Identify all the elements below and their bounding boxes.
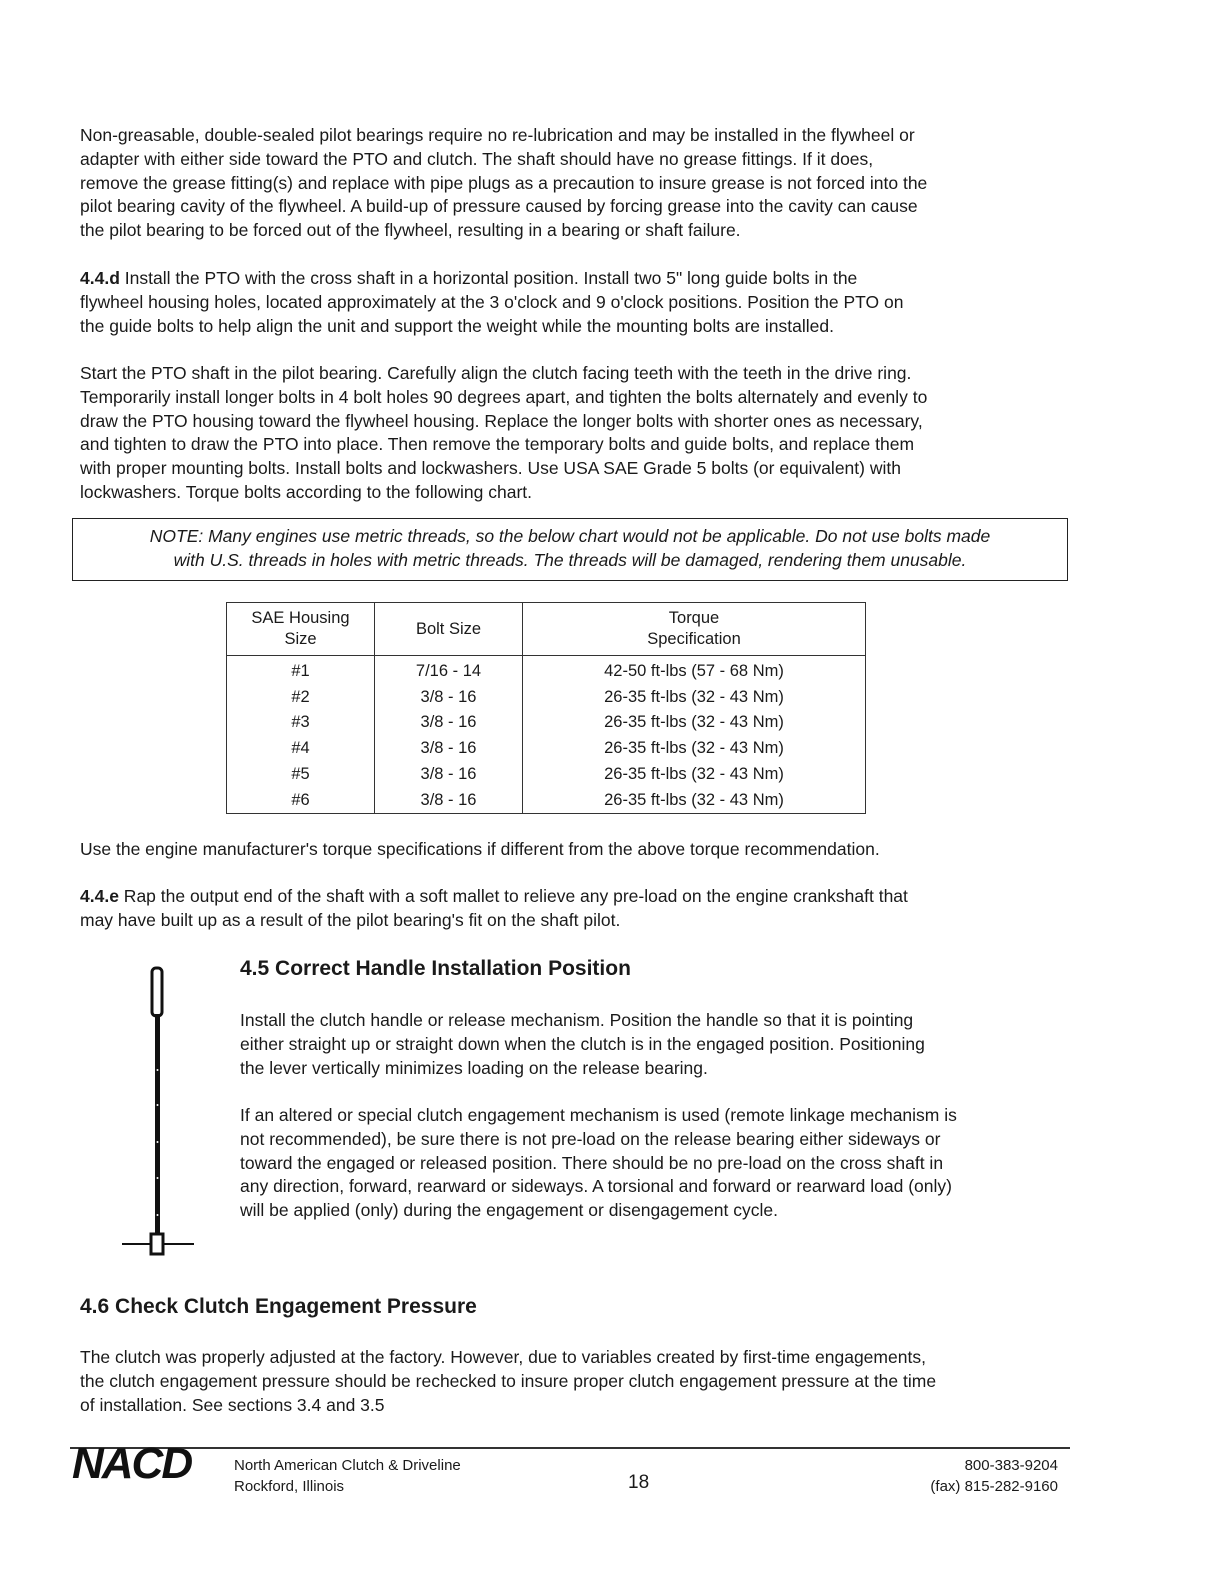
table-cell: 42-50 ft-lbs (57 - 68 Nm) xyxy=(523,656,866,684)
handle-paragraph-1: Install the clutch handle or release mechanism. Position the handle so that it is pointing either straight up or straight down when the clutch is in the engaged position. Positioning the lever vertically minimizes loading on the release bearing. xyxy=(240,1010,925,1078)
col-header-housing: SAE Housing Size xyxy=(227,603,375,656)
section-label: 4.4.d xyxy=(80,268,120,288)
table-cell: 26-35 ft-lbs (32 - 43 Nm) xyxy=(523,684,866,710)
table-row xyxy=(227,684,866,710)
table-cell: 3/8 - 16 xyxy=(375,735,523,761)
table-cell: #5 xyxy=(227,761,375,787)
section-4-4-d xyxy=(80,267,1080,338)
table-cell: 3/8 - 16 xyxy=(375,710,523,736)
footer-fax: (fax) 815-282-9160 xyxy=(930,1478,1058,1495)
table-cell: #3 xyxy=(227,710,375,736)
torque-table xyxy=(226,602,866,814)
engagement-pressure-paragraph: The clutch was properly adjusted at the factory. However, due to variables created by first-time engagements, the clutch engagement pressure should be rechecked to insure proper clutch engagement pressure at the time of installation. See sections 3.4 and 3.5 xyxy=(80,1347,937,1415)
table-cell: 26-35 ft-lbs (32 - 43 Nm) xyxy=(523,787,866,813)
section-text: Rap the output end of the shaft with a soft mallet to relieve any pre-load on the engine crankshaft that may have built up as a result of the pilot bearing's fit on the shaft pilot. xyxy=(80,886,908,930)
table-cell: 3/8 - 16 xyxy=(375,787,523,813)
note-box: NOTE: Many engines use metric threads, so the below chart would not be applicable. Do not use bolts made with U.S. threads in holes with metric threads. The threads will be damaged, rendering them unusable. xyxy=(72,518,1068,581)
page-number: 18 xyxy=(628,1472,650,1493)
table-cell: #1 xyxy=(227,656,375,684)
section-text: Install the PTO with the cross shaft in a horizontal position. Install two 5" long guide bolts in the flywheel housing holes, located approximately at the 3 o'clock and 9 o'clock positions. Position the PTO on the guide bolts to help align the unit and support the weight while the mounting bolts are installed. xyxy=(80,268,904,336)
section-label: 4.4.e xyxy=(80,886,119,906)
nacd-logo: NACD xyxy=(72,1439,192,1488)
section-4-4-e xyxy=(80,885,1080,933)
table-row xyxy=(227,761,866,787)
torque-note-paragraph: Use the engine manufacturer's torque specifications if different from the above torque recommendation. xyxy=(80,839,880,859)
table-cell: #2 xyxy=(227,684,375,710)
table-row xyxy=(227,735,866,761)
table-cell: #4 xyxy=(227,735,375,761)
clutch-handle-illustration xyxy=(120,960,200,1260)
table-cell: 3/8 - 16 xyxy=(375,761,523,787)
footer-phone: 800-383-9204 xyxy=(964,1457,1058,1474)
footer-company: North American Clutch & Driveline xyxy=(234,1457,461,1474)
table-cell: 7/16 - 14 xyxy=(375,656,523,684)
table-cell: #6 xyxy=(227,787,375,813)
table-cell: 26-35 ft-lbs (32 - 43 Nm) xyxy=(523,710,866,736)
table-cell: 26-35 ft-lbs (32 - 43 Nm) xyxy=(523,761,866,787)
col-header-bolt: Bolt Size xyxy=(375,603,523,656)
section-4-6-heading: 4.6 Check Clutch Engagement Pressure xyxy=(80,1295,477,1318)
table-row xyxy=(227,787,866,813)
footer-divider xyxy=(70,1447,1070,1449)
footer-city: Rockford, Illinois xyxy=(234,1478,345,1495)
pto-install-paragraph: Start the PTO shaft in the pilot bearing. Carefully align the clutch facing teeth with the teeth in the drive ring. Temporarily install longer bolts in 4 bolt holes 90 degrees apart, and tighten the bolts alternately and evenly to draw the PTO housing toward the flywheel housing. Replace the longer bolts with shorter ones as necessary, and tighten to draw the PTO into place. Then remove the temporary bolts and guide bolts, and replace them with proper mounting bolts. Install bolts and lockwashers. Use USA SAE Grade 5 bolts (or equivalent) with lockwashers. Torque bolts according to the following chart. xyxy=(80,363,928,502)
handle-paragraph-2: If an altered or special clutch engagement mechanism is used (remote linkage mechanism is not recommended), be sure there is not pre-load on the release bearing either sideways or toward the engaged or released position. There should be no pre-load on the cross shaft in any direction, forward, rearward or sideways. A torsional and forward or rearward load (only) will be applied (only) during the engagement or disengagement cycle. xyxy=(240,1105,957,1221)
pilot-bearing-paragraph: Non-greasable, double-sealed pilot bearings require no re-lubrication and may be installed in the flywheel or adapter with either side toward the PTO and clutch. The shaft should have no grease fittings. If it does, remove the grease fitting(s) and replace with pipe plugs as a precaution to insure grease is not forced into the pilot bearing cavity of the flywheel. A build-up of pressure caused by forcing grease into the cavity can cause the pilot bearing to be forced out of the flywheel, resulting in a bearing or shaft failure. xyxy=(80,125,928,241)
table-cell: 3/8 - 16 xyxy=(375,684,523,710)
table-cell: 26-35 ft-lbs (32 - 43 Nm) xyxy=(523,735,866,761)
table-row xyxy=(227,710,866,736)
table-row xyxy=(227,656,866,684)
section-4-5-heading: 4.5 Correct Handle Installation Position xyxy=(240,957,631,980)
col-header-torque: Torque Specification xyxy=(523,603,866,656)
